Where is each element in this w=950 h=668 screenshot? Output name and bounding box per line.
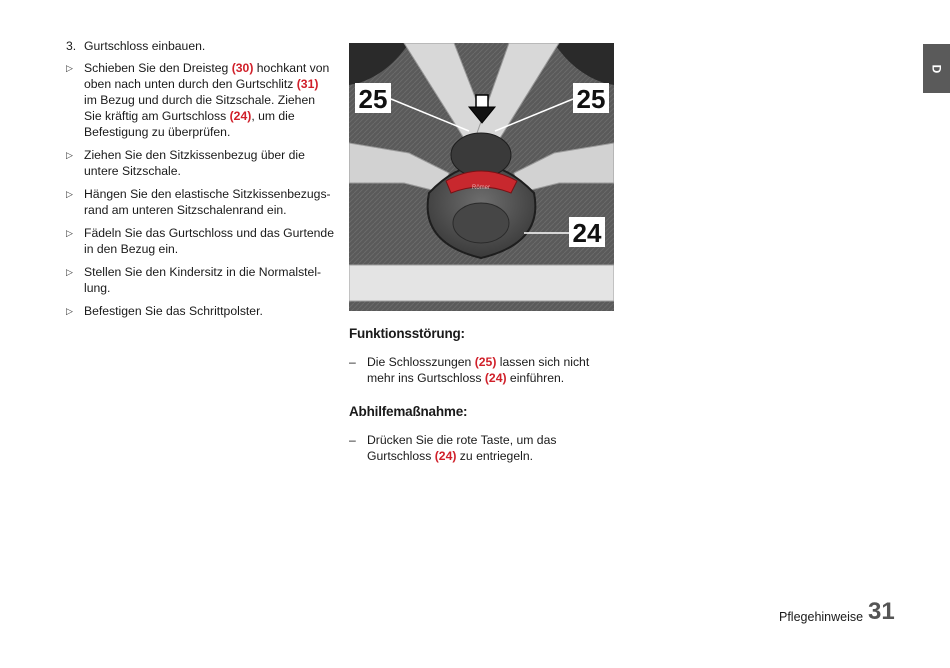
text-run: Schieben Sie den Dreisteg (84, 61, 232, 75)
text-run: zu entriegeln. (456, 449, 533, 463)
list-item (349, 354, 619, 386)
list-item (349, 432, 619, 464)
callout-label: 24 (572, 218, 602, 248)
list-item (66, 303, 334, 319)
list-item-text (84, 60, 334, 140)
triangle-right-icon: ▷ (66, 267, 73, 277)
text-run: Drücken Sie die rote Taste, um das Gurtschloss (367, 433, 557, 463)
callout-label: 25 (358, 84, 388, 114)
reference-number: (25) (474, 355, 497, 369)
reference-number: (31) (296, 77, 319, 91)
page-number: 31 (868, 598, 895, 625)
reference-number: (30) (231, 61, 254, 75)
language-tab (923, 44, 950, 93)
step-number: 3. (66, 39, 77, 53)
list-item-text: Ziehen Sie den Sitzkissenbezug über die untere Sitzschale. (84, 148, 305, 178)
text-run: lassen sich nicht mehr ins Gurtschloss (367, 355, 590, 385)
list-item-text: Fädeln Sie das Gurtschloss und das Gurtende in den Bezug ein. (84, 226, 334, 256)
list-item-text (367, 354, 619, 386)
section-heading: Abhilfemaßnahme: (349, 404, 468, 419)
triangle-right-icon: ▷ (66, 63, 73, 73)
list-item (66, 60, 334, 140)
step-heading (66, 38, 334, 54)
reference-number: (24) (229, 109, 252, 123)
dash-marker: – (349, 355, 356, 369)
buckle-illustration (349, 43, 614, 311)
language-tab-label: D (929, 64, 944, 73)
callout-label: 25 (576, 84, 606, 114)
section-footer-label: Pflegehinweise (779, 610, 864, 624)
text-run: , um die Befestigung zu überprüfen. (84, 109, 295, 139)
list-item-text (367, 432, 619, 464)
list-item (66, 147, 334, 179)
buckle-photo (349, 43, 614, 311)
list-item (66, 186, 334, 218)
reference-number: (24) (434, 449, 457, 463)
text-run: Die Schlosszungen (367, 355, 475, 369)
reference-number: (24) (484, 371, 507, 385)
text-run: hochkant von oben nach unten durch den Gurtschlitz (84, 61, 330, 91)
instructions-column (66, 38, 334, 326)
triangle-right-icon: ▷ (66, 306, 73, 316)
section-heading: Funktionsstörung: (349, 326, 465, 341)
triangle-right-icon: ▷ (66, 189, 73, 199)
text-run: einführen. (506, 371, 565, 385)
list-item-text: Stellen Sie den Kindersitz in die Normalstellung. (84, 265, 322, 295)
troubleshooting-column (349, 326, 619, 482)
text-run: im Bezug und durch die Sitzschale. Ziehen Sie kräftig am Gurtschloss (84, 93, 316, 123)
list-item (66, 225, 334, 257)
list-item-text: Hängen Sie den elastische Sitzkissenbezugsrand am unteren Sitzschalenrand ein. (84, 187, 331, 217)
dash-marker: – (349, 433, 356, 447)
list-item-text: Befestigen Sie das Schrittpolster. (84, 304, 263, 318)
triangle-right-icon: ▷ (66, 150, 73, 160)
buckle-brand-label: Römer (471, 185, 491, 191)
triangle-right-icon: ▷ (66, 228, 73, 238)
list-item (66, 264, 334, 296)
step-title: Gurtschloss einbauen. (84, 39, 206, 53)
